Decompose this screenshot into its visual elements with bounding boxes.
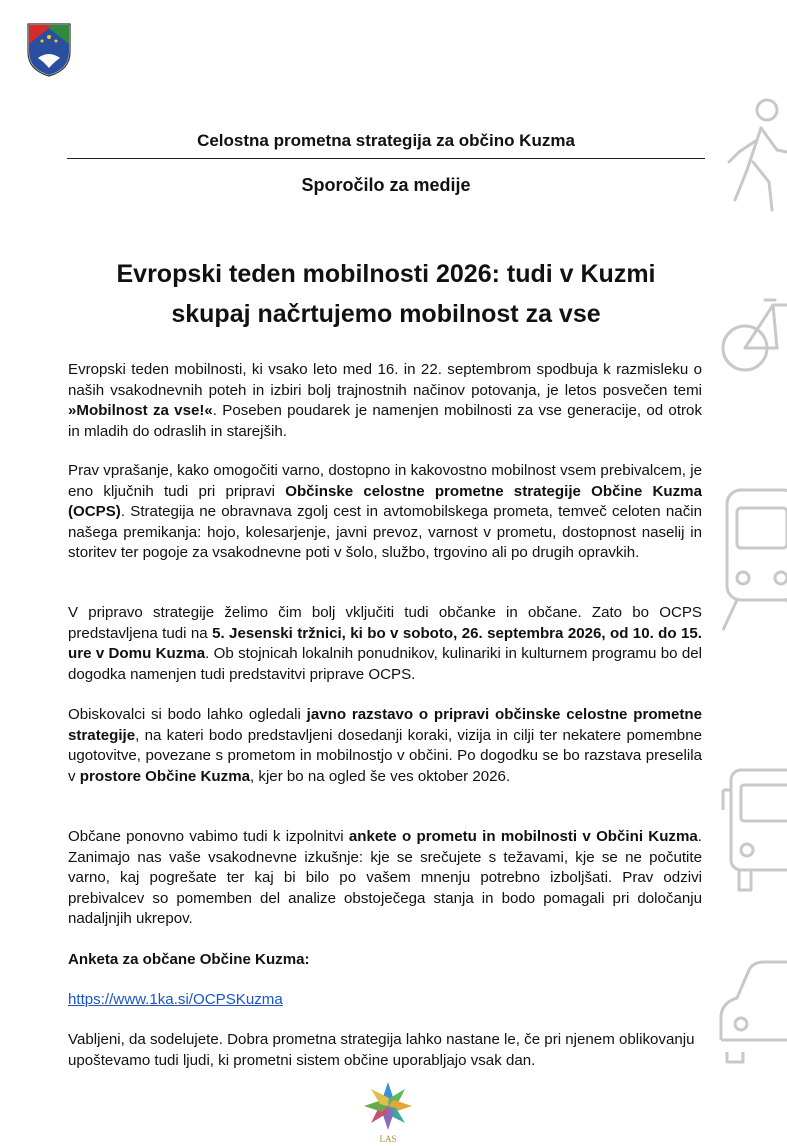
bicycle-icon [723,300,787,370]
train-icon [723,490,787,630]
p5-text-c: . Zanimajo nas vaše vsakodnevne izkušnje: kje se srečujete s težavami, kje se ne počutite varno, kaj pogrešate ter kaj bi bilo po vašem mnenju potrebno izboljšati. Prav odzivi prebivalcev so pomemben del analize obstoječega stanja in bodo pomagali pri določanju nadaljnjih ukrepov. [68,828,702,928]
paragraph-4 [68,705,702,787]
municipality-crest-icon [26,22,72,78]
p2-text-a: Prav vprašanje, kako omogočiti varno, dostopno in kakovostno mobilnost vsem prebivalcem, je eno ključnih tudi pri pripravi [68,462,702,500]
paragraph-3 [68,603,702,685]
p1-text-a: Evropski teden mobilnosti, ki vsako leto med 16. in 22. septembrom spodbuja k razmisleku o naših vsakodnevnih poteh in izbiri bolj trajnostnih načinov potovanja, je letos posvečen temi [68,361,702,399]
p2-emphasis: Občinske celostne prometne strategije Občine Kuzma (OCPS) [68,482,702,521]
p5-emphasis: ankete o prometu in mobilnosti v Občini Kuzma [348,828,698,845]
headline-line-2: skupaj načrtujemo mobilnost za vse [171,300,601,328]
headline-line-1: Evropski teden mobilnosti 2026: tudi v Kuzmi [116,260,656,288]
las-star-logo-icon [356,1078,416,1146]
p1-emphasis: »Mobilnost za vse!« [68,402,213,420]
pedestrian-icon [729,100,787,210]
p4-text-a: Obiskovalci si bodo lahko ogledali [68,706,307,723]
closing-paragraph: Vabljeni, da sodelujete. Dobra prometna strategija lahko nastane le, če pri njenem oblikovanju upoštevamo tudi ljudi, ki prometni sistem občine uporabljajo vsak dan. [68,1031,695,1069]
paragraph-2 [68,461,702,564]
document-type: Sporočilo za medije [301,175,471,195]
header-divider [67,158,705,159]
p1-text-c: . Poseben poudarek je namenjen mobilnosti za vse generacije, od otrok in mladih do odraslih in starejših. [68,402,702,440]
p4-emphasis-2: prostore Občine Kuzma [79,767,251,785]
transport-decor [717,90,787,1090]
p3-text-a: V pripravo strategije želimo čim bolj vključiti tudi občanke in občane. Zato bo OCPS predstavljena tudi na [68,604,702,642]
p4-emphasis-1: javno razstavo o pripravi občinske celostne prometne strategije [68,706,702,744]
las-logo-text: LAS [379,1134,397,1144]
p3-emphasis: 5. Jesenski tržnici, ki bo v soboto, 26. septembra 2026, od 10. do 15. ure v Domu Kuzma [68,624,702,663]
survey-label: Anketa za občane Občine Kuzma: [68,951,310,968]
strategy-title: Celostna prometna strategija za občino Kuzma [197,131,575,150]
survey-link[interactable]: https://www.1ka.si/OCPSKuzma [68,991,283,1008]
p4-text-e: , kjer bo na ogled še ves oktober 2026. [250,767,511,785]
headline [67,254,705,334]
paragraph-5 [68,827,702,930]
p3-text-c: . Ob stojnicah lokalnih ponudnikov, kulinariki in kulturnem programu bo del dogodka namenjen tudi predstavitvi priprave OCPS. [68,645,702,683]
bus-icon [723,770,787,890]
p4-text-c: , na kateri bodo predstavljeni dosedanji koraki, vizija in cilji ter nekatere pomembne ugotovitve, povezane s prometom in mobilnostjo v občini. Po dogodku se bo razstava preselila v [68,726,702,785]
p5-text-a: Občane ponovno vabimo tudi k izpolnitvi [68,828,349,845]
car-icon [721,962,787,1062]
paragraph-1 [68,360,702,442]
p2-text-c: . Strategija ne obravnava zgolj cest in avtomobilskega prometa, temveč celoten način našega premikanja: hojo, kolesarjenje, javni prevoz, varnost v prometu, dostopnost naselij in storitev ter pogoje za vsakodnevne poti v šolo, službo, trgovino ali po drugih opravkih. [68,503,702,562]
